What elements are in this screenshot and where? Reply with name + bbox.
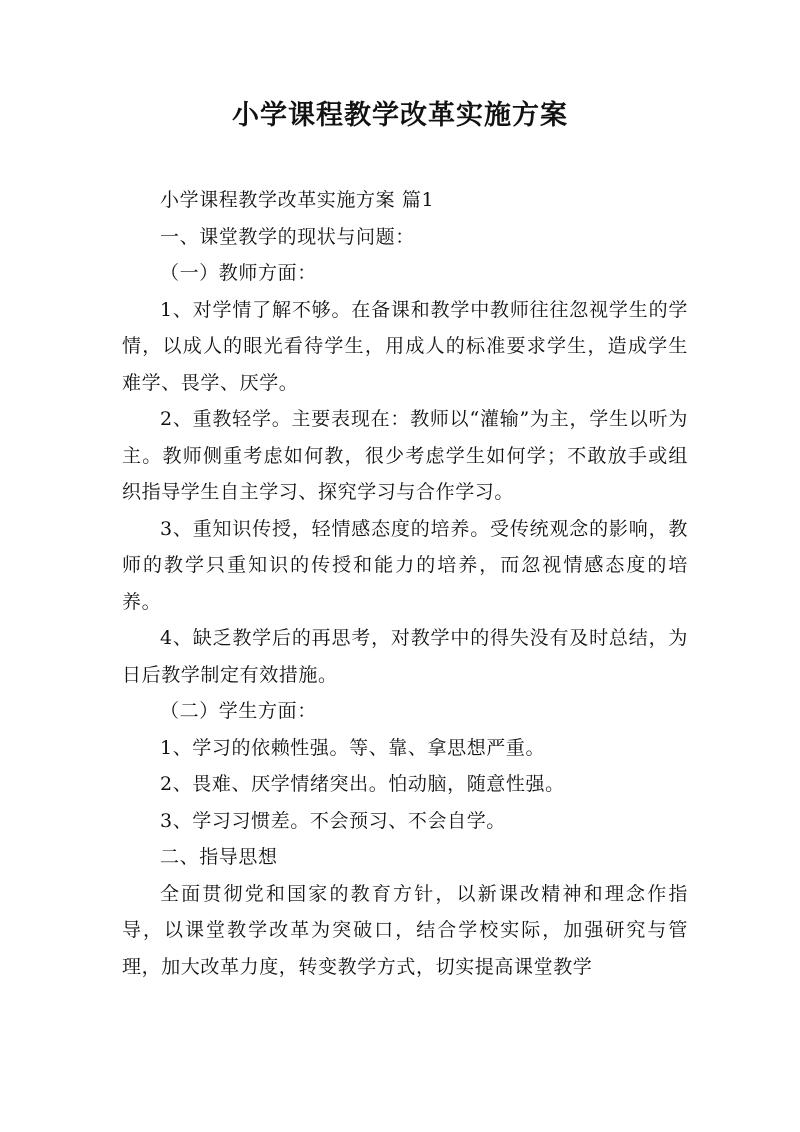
document-body — [122, 182, 688, 985]
paragraph-teacher-point-2: 2、重教轻学。主要表现在：教师以“灌输”为主，学生以听为主。教师侧重考虑如何教，很少考虑学生如何学；不敢放手或组织指导学生自主学习、探究学习与合作学习。 — [122, 408, 688, 503]
paragraph-student-point-2: 2、畏难、厌学情绪突出。怕动脑，随意性强。 — [160, 773, 565, 795]
paragraph-student-point-3: 3、学习习惯差。不会预习、不会自学。 — [160, 809, 506, 832]
paragraph-section-heading: 小学课程教学改革实施方案 篇1 — [160, 189, 435, 211]
paragraph-teacher-point-3: 3、重知识传授，轻情感态度的培养。受传统观念的影响，教师的教学只重知识的传授和能力的培养，而忽视情感态度的培养。 — [122, 517, 688, 613]
paragraph-teacher-point-1: 1、对学情了解不够。在备课和教学中教师往往忽视学生的学情，以成人的眼光看待学生，用成人的标准要求学生，造成学生难学、畏学、厌学。 — [122, 298, 688, 394]
paragraph-student-point-1: 1、学习的依赖性强。等、靠、拿思想严重。 — [160, 736, 546, 759]
document-title: 小学课程教学改革实施方案 — [232, 100, 568, 131]
paragraph-teacher-point-4: 4、缺乏教学后的再思考，对教学中的得失没有及时总结，为日后教学制定有效措施。 — [122, 627, 688, 686]
paragraph-guiding-ideology-body: 全面贯彻党和国家的教育方针，以新课改精神和理念作指导，以课堂教学改革为突破口，结合学校实际，加强研究与管理，加大改革力度，转变教学方式，切实提高课堂教学 — [122, 882, 688, 978]
paragraph-heading-guiding-ideology: 二、指导思想 — [160, 846, 278, 868]
paragraph-heading-current-status: 一、课堂教学的现状与问题： — [160, 225, 415, 248]
paragraph-heading-students: （二）学生方面： — [160, 700, 317, 722]
paragraph-heading-teachers: （一）教师方面： — [160, 262, 317, 284]
